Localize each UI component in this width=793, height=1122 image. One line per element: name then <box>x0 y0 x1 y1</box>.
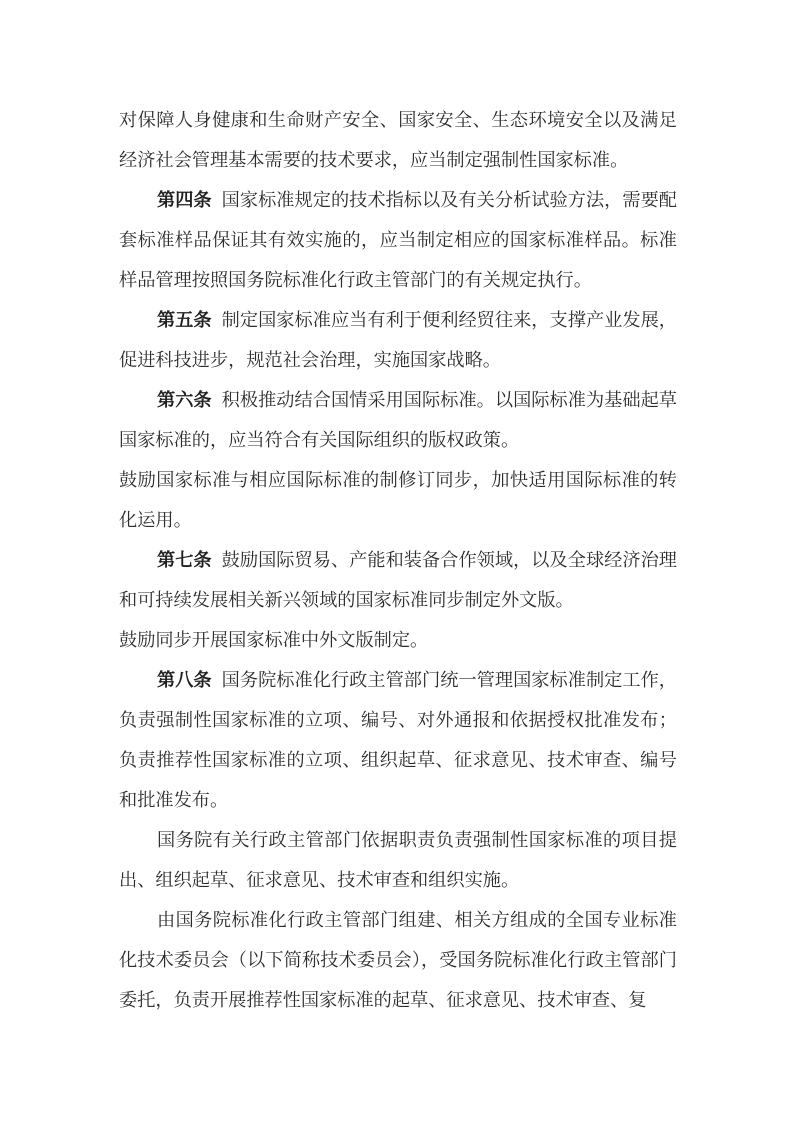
paragraph-text: 制定国家标准应当有利于便利经贸往来，支撑产业发展，促进科技进步，规范社会治理，实施国家战略。 <box>119 310 677 371</box>
paragraph-text: 国务院有关行政主管部门依据职责负责强制性国家标准的项目提出、组织起草、征求意见、技术审查和组织实施。 <box>119 830 677 891</box>
article-8 <box>119 661 677 821</box>
article-4 <box>119 181 677 301</box>
paragraph-text: 国务院标准化行政主管部门统一管理国家标准制定工作，负责强制性国家标准的立项、编号、对外通报和依据授权批准发布；负责推荐性国家标准的立项、组织起草、征求意见、技术审查、编号和批准发布。 <box>119 670 677 811</box>
article-7-paragraph-2 <box>119 621 677 661</box>
article-6 <box>119 381 677 461</box>
paragraph-continuation <box>119 101 677 181</box>
article-heading: 第七条 <box>157 550 212 571</box>
paragraph-text: 鼓励同步开展国家标准中外文版制定。 <box>119 630 429 651</box>
article-7 <box>119 541 677 621</box>
article-8-paragraph-2 <box>119 821 677 901</box>
paragraph-text: 对保障人身健康和生命财产安全、国家安全、生态环境安全以及满足经济社会管理基本需要的技术要求，应当制定强制性国家标准。 <box>119 110 677 171</box>
article-5 <box>119 301 677 381</box>
document-body <box>119 101 677 1021</box>
paragraph-text: 积极推动结合国情采用国际标准。以国际标准为基础起草国家标准的，应当符合有关国际组织的版权政策。 <box>119 390 677 451</box>
paragraph-text: 鼓励国家标准与相应国际标准的制修订同步，加快适用国际标准的转化运用。 <box>119 470 677 531</box>
article-8-paragraph-3 <box>119 901 677 1021</box>
article-heading: 第八条 <box>157 670 212 691</box>
article-heading: 第五条 <box>157 310 212 331</box>
paragraph-text: 由国务院标准化行政主管部门组建、相关方组成的全国专业标准化技术委员会（以下简称技术委员会），受国务院标准化行政主管部门委托，负责开展推荐性国家标准的起草、征求意见、技术审查、复 <box>119 910 677 1011</box>
article-heading: 第四条 <box>157 190 212 211</box>
article-6-paragraph-2 <box>119 461 677 541</box>
article-heading: 第六条 <box>157 390 212 411</box>
paragraph-text: 鼓励国际贸易、产能和装备合作领域，以及全球经济治理和可持续发展相关新兴领域的国家标准同步制定外文版。 <box>119 550 677 611</box>
paragraph-text: 国家标准规定的技术指标以及有关分析试验方法，需要配套标准样品保证其有效实施的，应当制定相应的国家标准样品。标准样品管理按照国务院标准化行政主管部门的有关规定执行。 <box>119 190 677 291</box>
